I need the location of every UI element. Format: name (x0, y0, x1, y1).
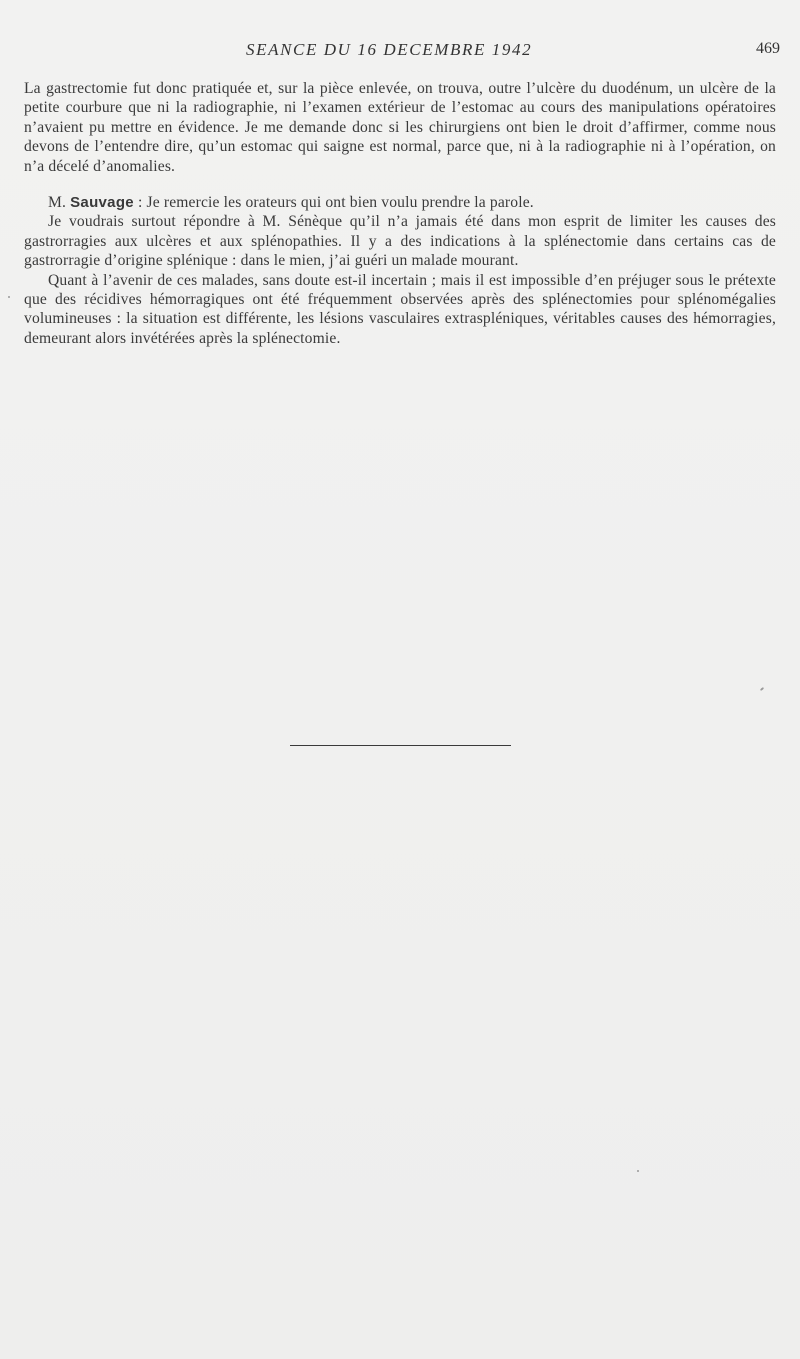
speaker-name: Sauvage (70, 194, 134, 212)
paper-speck (637, 1170, 639, 1172)
running-title: SEANCE DU 16 DECEMBRE 1942 (246, 40, 533, 59)
paragraph-seneque-response: Je voudrais surtout répondre à M. Sénèque qu’il n’a jamais été dans mon esprit de limiter les causes des gastrorragies aux ulcères et aux splénopathies. Il y a des indications à la splénectomie dans certains cas de gastrorragie d’origine splénique : dans le mien, j’ai guéri un malade mourant. (24, 213, 776, 270)
running-head (0, 40, 800, 64)
paragraph-gastrectomie: La gastrectomie fut donc pratiquée et, sur la pièce enlevée, on trouva, outre l’ulcère du duodénum, un ulcère de la petite courbure que ni la radiographie, ni l’examen extérieur de l’estomac au cours des manipulations opératoires n’avaient pu mettre en évidence. Je me demande donc si les chirurgiens ont bien le droit d’affirmer, comme nous devons de l’entendre dire, qu’un estomac qui saigne est normal, parce que, ni à la radiographie ni à l’opération, on n’a décelé d’anomalies. (24, 80, 776, 175)
speaker-title: M. (48, 194, 71, 212)
paper-speck (8, 296, 10, 298)
speaker-statement: : Je remercie les orateurs qui ont bien voulu prendre la parole. (133, 194, 534, 212)
paper-speck (760, 687, 764, 691)
paragraph-avenir-malades: Quant à l’avenir de ces malades, sans doute est-il incertain ; mais il est impossible d’en préjuger sous le prétexte que des récidives hémorragiques ont été fréquemment observées après des splénectomies pour splénomégalies volumineuses : la situation est différente, les lésions vasculaires extraspléniques, véritables causes des hémorragies, demeurant alors invétérées après la splénectomie. (24, 271, 776, 347)
end-rule (290, 745, 511, 746)
page-number: 469 (756, 40, 780, 57)
body-text (24, 79, 776, 348)
paragraph-sauvage-reply (24, 193, 776, 212)
